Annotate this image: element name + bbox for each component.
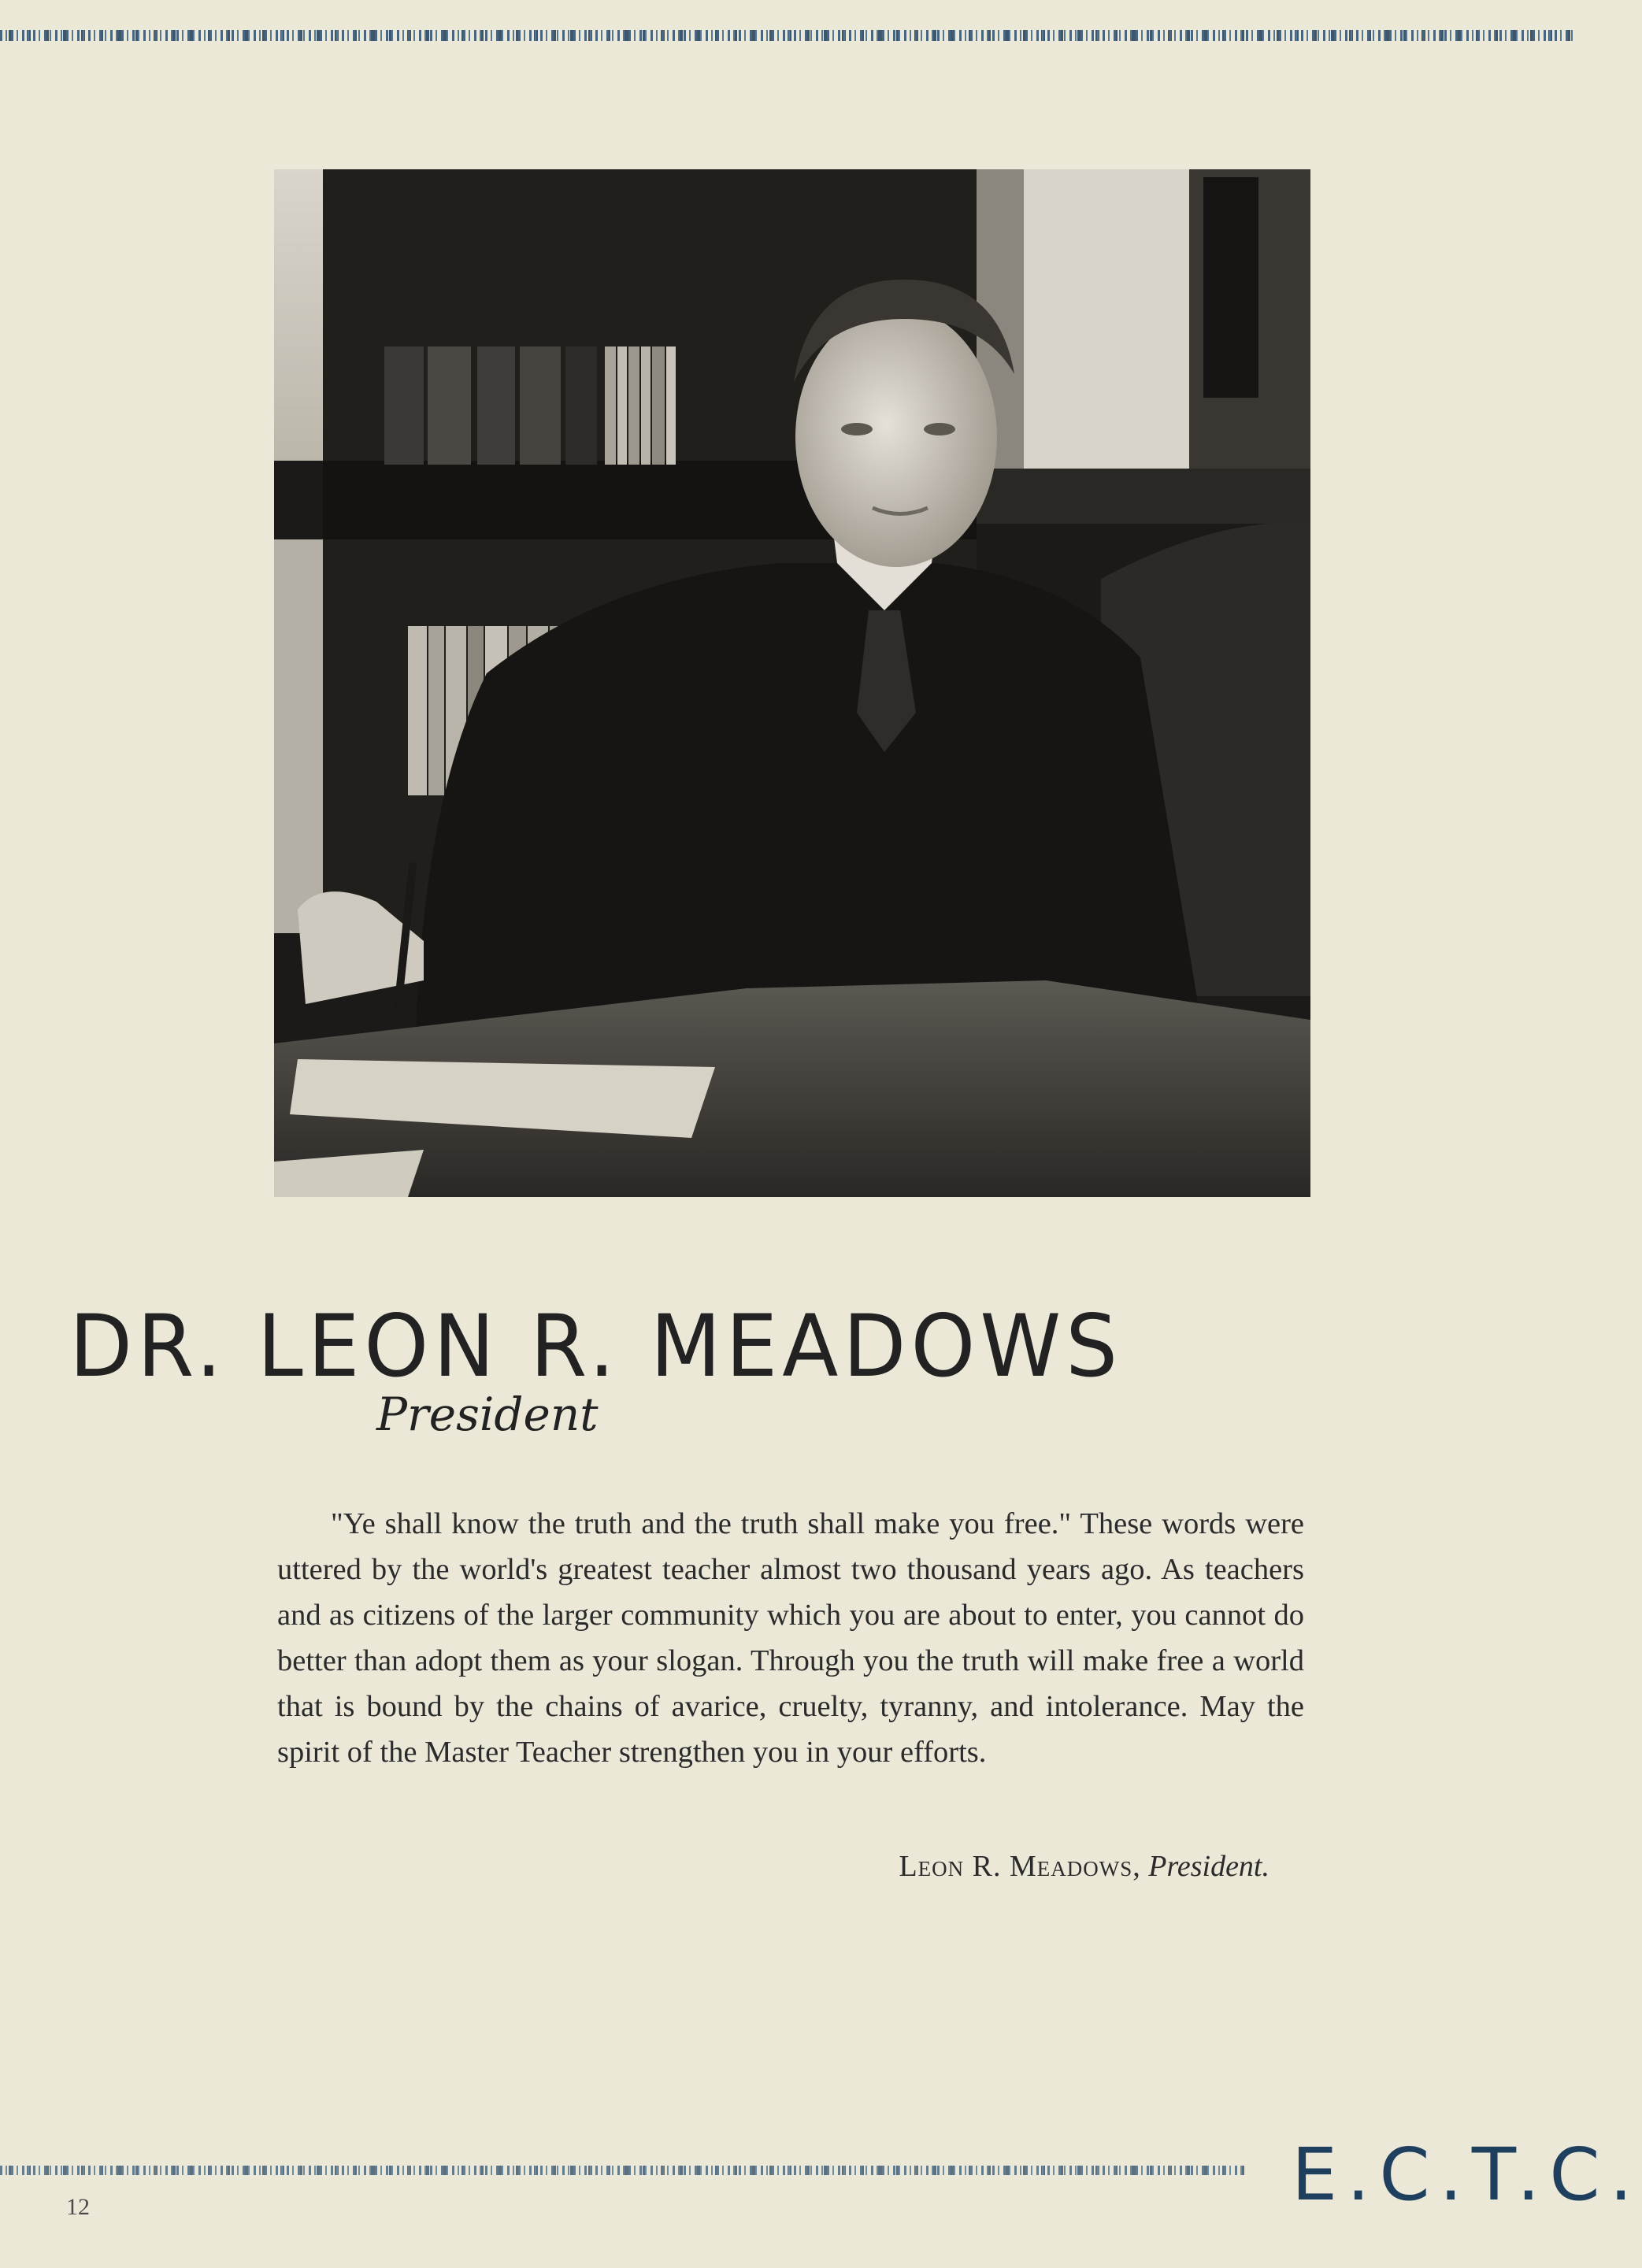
signature-title: President. xyxy=(1148,1850,1269,1883)
signature-line xyxy=(899,1849,1269,1884)
page-number: 12 xyxy=(66,2194,90,2220)
president-message: "Ye shall know the truth and the truth shall make you free." These words were uttered by the world's greatest teacher almost two thousand years ago. As teachers and as citizens of the larger community which you are about to enter, you cannot do better than adopt them as your slogan. Through you the truth will make free a world that is bound by the chains of avarice, cruelty, tyranny, and intolerance. May the spirit of the Master Teacher strengthen you in your efforts. xyxy=(277,1507,1304,1769)
portrait-illustration xyxy=(274,169,1310,1197)
president-name-heading: DR. LEON R. MEADOWS xyxy=(69,1295,1123,1397)
signature-name: Leon R. Meadows, xyxy=(899,1850,1141,1883)
top-decorative-border xyxy=(0,30,1575,41)
president-title: President xyxy=(376,1388,599,1441)
bottom-decorative-border xyxy=(0,2166,1244,2175)
college-initials: E.C.T.C. xyxy=(1292,2133,1642,2217)
president-portrait-photo xyxy=(274,169,1310,1197)
